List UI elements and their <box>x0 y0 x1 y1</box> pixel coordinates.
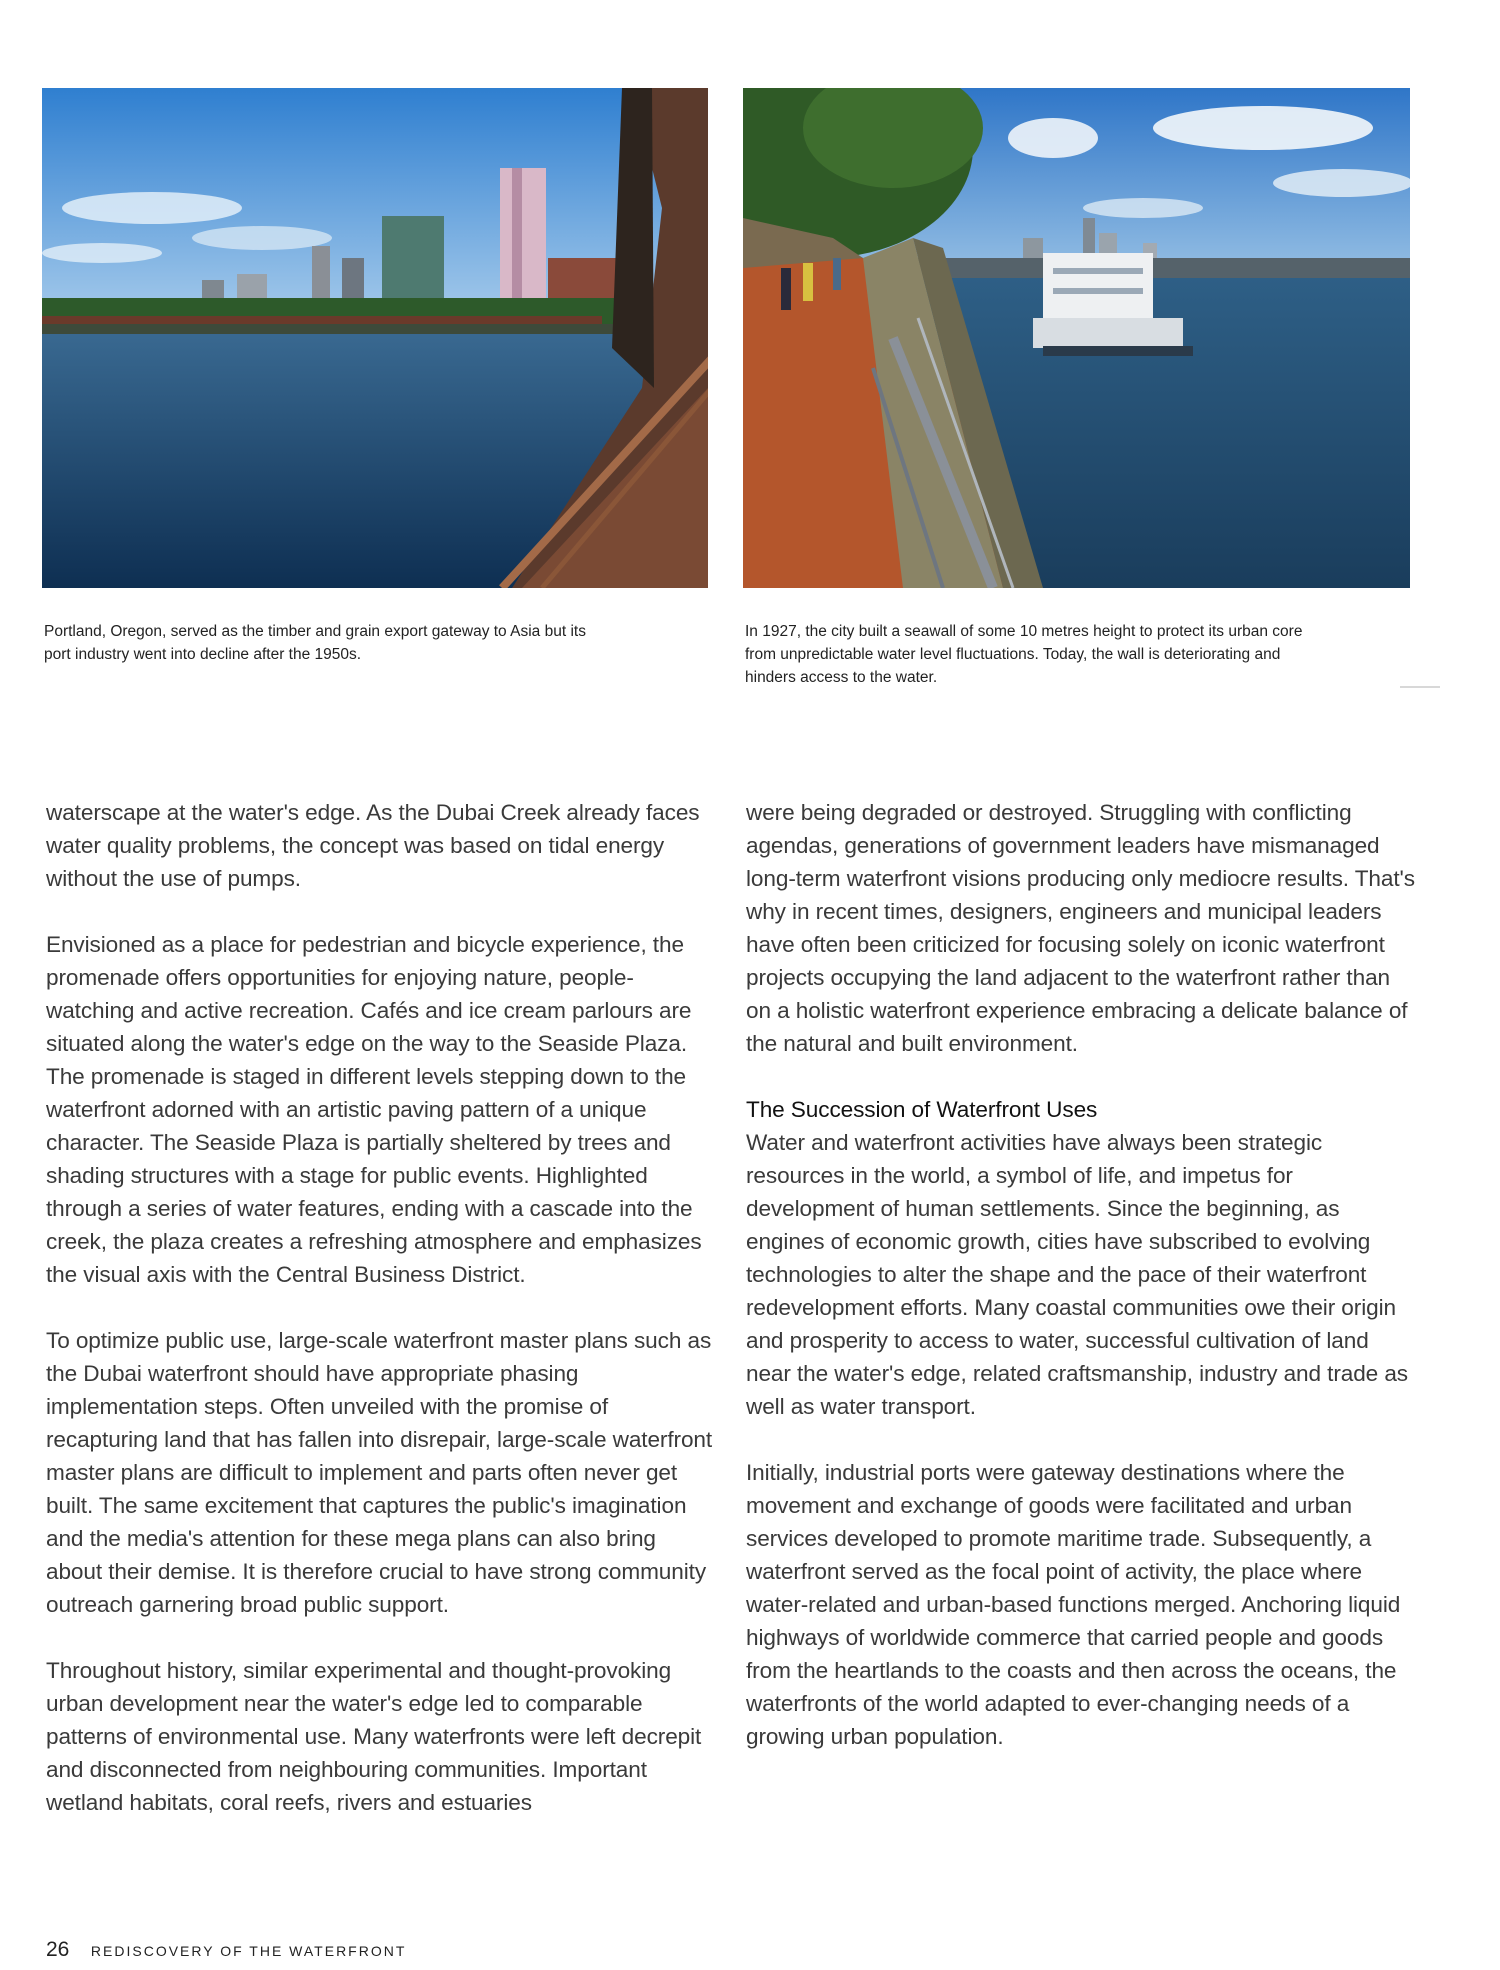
paragraph: Water and waterfront activities have always been strategic resources in the world, a symbol of life, and impetus for development of human settlements. Since the beginning, as engines of economic growth, cities have subscribed to evolving technologies to alter the shape and the pace of their waterfront redevelopment efforts. Many coastal communities owe their origin and prosperity to access to water, successful cultivation of land near the water's edge, related craftsmanship, industry and trade as well as water transport. <box>746 1130 1408 1419</box>
paragraph: Initially, industrial ports were gateway destinations where the movement and exchange of goods were facilitated and urban services developed to promote maritime trade. Subsequently, a waterfront served as the focal point of activity, the place where water-related and urban-based functions merged. Anchoring liquid highways of worldwide commerce that carried people and goods from the heartlands to the coasts and then across the oceans, the waterfronts of the world adapted to ever-changing needs of a growing urban population. <box>746 1460 1401 1749</box>
caption-portland-skyline: Portland, Oregon, served as the timber and grain export gateway to Asia but its port industry went into decline after the 1950s. <box>44 623 586 663</box>
body-column-right <box>746 796 1416 1786</box>
paragraph: waterscape at the water's edge. As the Dubai Creek already faces water quality problems, the concept was based on tidal energy without the use of pumps. <box>46 800 700 891</box>
print-smudge <box>1400 686 1440 688</box>
photo-portland-seawall-image <box>743 88 1410 588</box>
running-title: REDISCOVERY OF THE WATERFRONT <box>90 1943 407 1959</box>
photo-portland-skyline-image <box>42 88 708 588</box>
caption-portland-seawall: In 1927, the city built a seawall of some 10 metres height to protect its urban core from unpredictable water level fluctuations. Today, the wall is deteriorating and hinders access to the water. <box>745 623 1303 686</box>
photo-portland-skyline <box>42 88 708 588</box>
paragraph: Throughout history, similar experimental and thought-provoking urban development near the water's edge led to comparable patterns of environmental use. Many waterfronts were left decrepit and disconnected from neighbouring communities. Important wetland habitats, coral reefs, rivers and estuaries <box>46 1658 702 1815</box>
paragraph: were being degraded or destroyed. Struggling with conflicting agendas, generations of government leaders have mismanaged long-term waterfront visions producing only mediocre results. That's why in recent times, designers, engineers and municipal leaders have often been criticized for focusing solely on iconic waterfront projects occupying the land adjacent to the waterfront rather than on a holistic waterfront experience embracing a delicate balance of the natural and built environment. <box>746 800 1415 1056</box>
page-number: 26 <box>46 1938 70 1961</box>
page-footer <box>46 1938 406 1962</box>
section-heading: The Succession of Waterfront Uses <box>746 1097 1098 1122</box>
body-column-left <box>46 796 716 1852</box>
paragraph: Envisioned as a place for pedestrian and bicycle experience, the promenade offers opportunities for enjoying nature, people-watching and active recreation. Cafés and ice cream parlours are situated along the water's edge on the way to the Seaside Plaza. The promenade is staged in different levels stepping down to the waterfront adorned with an artistic paving pattern of a unique character. The Seaside Plaza is partially sheltered by trees and shading structures with a stage for public events. Highlighted through a series of water features, ending with a cascade into the creek, the plaza creates a refreshing atmosphere and emphasizes the visual axis with the Central Business District. <box>46 932 702 1287</box>
photo-portland-seawall <box>743 88 1410 588</box>
paragraph: To optimize public use, large-scale waterfront master plans such as the Dubai waterfront should have appropriate phasing implementation steps. Often unveiled with the promise of recapturing land that has fallen into disrepair, large-scale waterfront master plans are difficult to implement and parts often never get built. The same excitement that captures the public's imagination and the media's attention for these mega plans can also bring about their demise. It is therefore crucial to have strong community outreach garnering broad public support. <box>46 1328 713 1617</box>
